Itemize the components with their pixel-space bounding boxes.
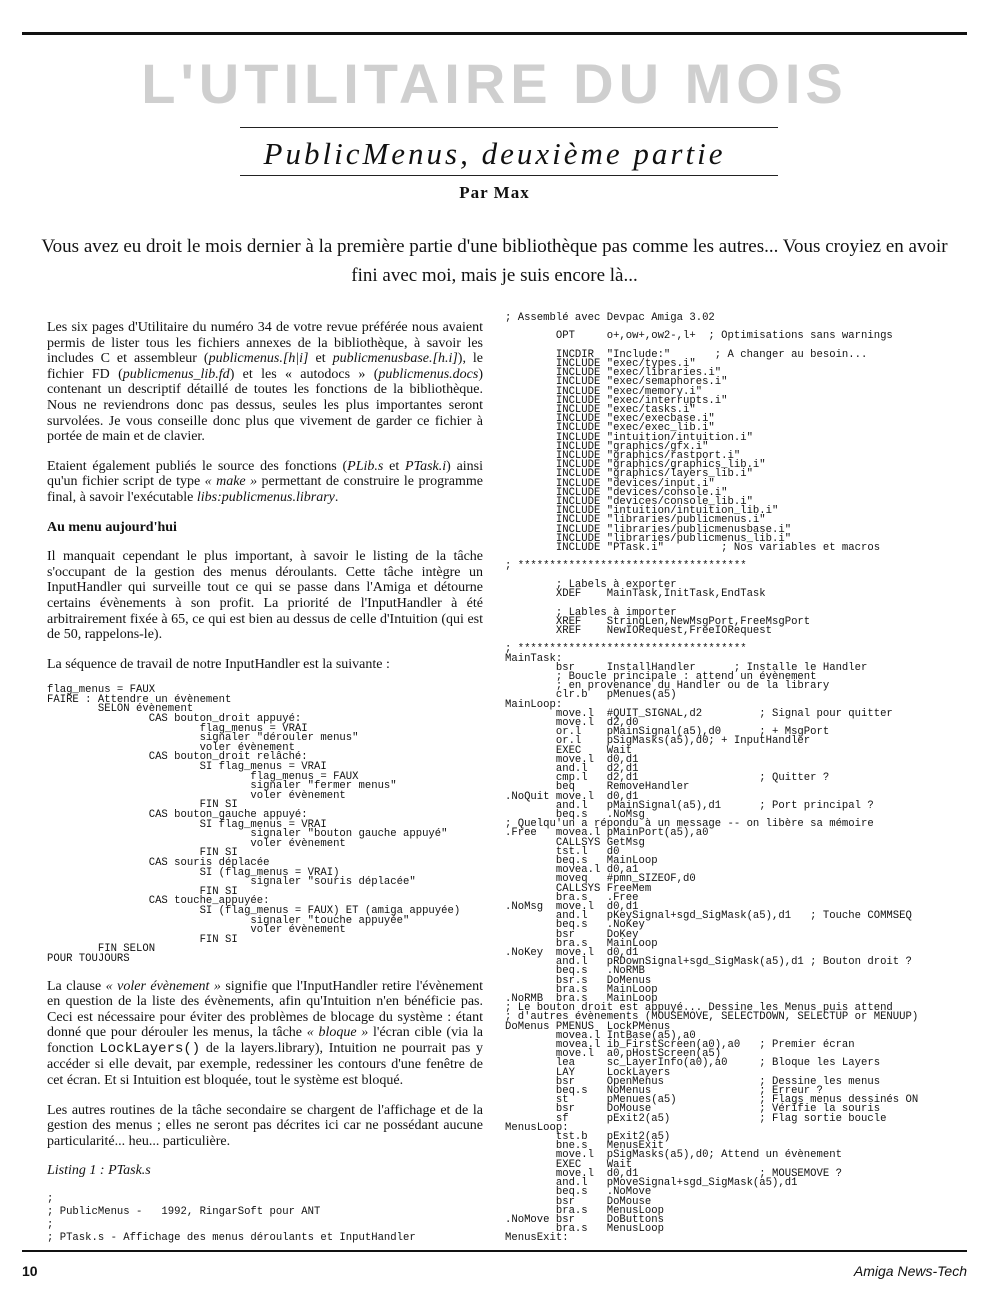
article-author: Par Max xyxy=(459,183,530,202)
paragraph-inputhandler: Il manquait cependant le plus important, à savoir le listing de la tâche s'occupant de la gestion des menus déroulants. Cette tâche intègre un InputHandler qui surveille tout ce qui se passe dans l'Amiga et détourne certains évènements à son profit. La priorité de l'InputHandler à été arbitrairement fixée à 65, ce qui est bien au dessus de celle d'Intuition (qui est de 50, rappelons-le). xyxy=(47,549,483,643)
section-heading: Au menu aujourd'hui xyxy=(47,519,177,535)
article-subtitle: PublicMenus, deuxième partie xyxy=(263,136,726,171)
article-lead: Vous avez eu droit le mois dernier à la première partie d'une bibliothèque pas comme les autres... Vous croyiez en avoir fini avec moi, mais je suis encore là... xyxy=(41,236,948,286)
top-rule xyxy=(22,32,967,35)
magazine-name: Amiga News-Tech xyxy=(853,1263,967,1279)
paragraph-sources: Etaient également publiés le source des fonctions (PLib.s et PTask.i) ainsi qu'un fichier script de type « make » permettant de construire le programme final, à savoir l'exécutable libs:publicmenus.library. xyxy=(47,458,484,505)
paragraph-voler: La clause « voler évènement » signifie que l'InputHandler retire l'évènement en question de la liste des évènements, afin qu'Intuition n'en bénéficie pas. Ceci est nécessaire pour éviter des problèmes de blocage du système : étant donné que pour dérouler les menus, la tâche « bloque » l'écran cible (via la fonction LockLayers() de la layers.library), Intuition ne pourrait pas y accéder si elle devait, par exemple, redessiner les contours d'une fenêtre de cet écran. Et si Intuition est bloquée, tout le système est bloqué. xyxy=(47,978,484,1089)
assembly-listing: ; Assemblé avec Devpac Amiga 3.02 OPT o+,ow+,ow2-,l+ ; Optimisations sans warnings INCDIR "Include:" ; A changer au besoin... INCLUDE "exec/types.i" INCLUDE "exec/libraries.i" INCLUDE "exec/semaphores.i" INCLUDE "exec/memory.i" INCLUDE "exec/interrupts.i" INCLUDE "exec/tasks.i" INCLUDE "exec/execbase.i" INCLUDE "exec/exec_lib.i" INCLUDE "intuition/intuition.i" INCLUDE "graphics/gfx.i" INCLUDE "graphics/rastport.i" INCLUDE "graphics/graphics_lib.i" INCLUDE "graphics/layers_lib.i" INCLUDE "devices/input.i" INCLUDE "devices/console.i" INCLUDE "devices/console_lib.i" INCLUDE "intuition/intuition_lib.i" INCLUDE "libraries/publicmenus.i" INCLUDE "libraries/publicmenusbase.i" INCLUDE "libraries/publicmenus_lib.i" INCLUDE "PTask.i" ; Nos variables et macros ; ************************************ ; Labels à exporter XDEF MainTask,InitTask,EndTask ; Lables à importer XREF StringLen,NewMsgPort,FreeMsgPort XREF NewIORequest,FreeIORequest ; ************************************ MainTask: bsr InstallHandler ; Installe le Handler ; Boucle principale : attend un évènement ; en provenance du Handler ou de la library clr.b pMenues(a5) MainLoop: move.l #QUIT_SIGNAL,d2 ; Signal pour quitter move.l d2,d0 or.l pMainSignal(a5),d0 ; + MsgPort or.l pSigMasks(a5),d0; + InputHandler EXEC Wait move.l d0,d1 and.l d2,d1 cmp.l d2,d1 ; Quitter ? beq RemoveHandler .NoQuit move.l d0,d1 and.l pMainSignal(a5),d1 ; Port principal ? beq.s .NoMsg ; Quelqu'un a répondu à un message -- on libère sa mémoire .Free movea.l pMainPort(a5),a0 CALLSYS GetMsg tst.l d0 beq.s MainLoop movea.l d0,a1 moveq #pmn_SIZEOF,d0 CALLSYS FreeMem bra.s .Free .NoMsg move.l d0,d1 and.l pKeySignal+sgd_SigMask(a5),d1 ; Touche COMMSEQ beq.s .NoKey bsr DoKey bra.s MainLoop .NoKey move.l d0,d1 and.l pRDownSignal+sgd_SigMask(a5),d1 ; Bouton droit ? beq.s .NoRMB bsr.s DoMenus bra.s MainLoop .NoRMB bra.s MainLoop ; Le bouton droit est appuyé... Dessine les Menus puis attend ; d'autres évènements (MOUSEMOVE, SELECTDOWN, SELECTUP or MENUUP) DoMenus PMENUS LockPMenus movea.l IntBase(a5),a0 movea.l ib_FirstScreen(a0),a0 ; Premier écran move.l a0,pHostScreen(a5) lea sc_LayerInfo(a0),a0 ; Bloque les Layers LAY LockLayers bsr OpenMenus ; Dessine les menus beq.s NoMenus ; Erreur ? st pMenues(a5) ; Flags menus dessinés ON bsr DoMouse ; Vérifie la souris sf pExit2(a5) ; Flag sortie boucle MenusLoop: tst.b pExit2(a5) bne.s MenusExit move.l pSigMasks(a5),d0; Attend un évènement EXEC Wait move.l d0,d1 ; MOUSEMOVE ? and.l pMoveSignal+sgd_SigMask(a5),d1 beq.s .NoMove bsr DoMouse bra.s MenusLoop .NoMove bsr DoButtons bra.s MenusLoop MenusExit: xyxy=(505,312,919,1245)
paragraph-intro: Les six pages d'Utilitaire du numéro 34 de votre revue préférée nous avaient permis de lister tous les fichiers annexes de la bibliothèque, à savoir les includes C et assembleur (publicmenus.[h|i] et publicmenusbase.[h.i]), le fichier FD (publicmenus_lib.fd) et les « autodocs » (publicmenus.docs) contenant un descriptif détaillé de toutes les fonctions de la bibliothèque. Nous ne reviendrons donc pas dessus, seules les plus importantes seront survolées. Je vous conseille donc plus que vivement de garder ce fichier à portée de main et de clavier. xyxy=(47,320,484,445)
paragraph-sequence-intro: La séquence de travail de notre InputHandler est la suivante : xyxy=(47,656,390,672)
page-number: 10 xyxy=(22,1263,38,1279)
code-listing-right-column xyxy=(505,314,955,1244)
article-body-left-column xyxy=(47,320,483,1245)
section-title: L'UTILITAIRE DU MOIS xyxy=(141,52,848,115)
paragraph-other-routines: Les autres routines de la tâche secondaire se chargent de l'affichage et de la gestion des menus ; elles ne seront pas décrites ici car ne possédant aucune particularité... heu... particulière. xyxy=(47,1102,483,1149)
listing-header-code: ; ; PublicMenus - 1992, RingarSoft pour ANT ; ; PTask.s - Affichage des menus déroulants et InputHandler xyxy=(47,1193,416,1245)
subtitle-rule-bottom xyxy=(240,175,778,176)
listing-label: Listing 1 : PTask.s xyxy=(47,1163,151,1179)
footer-rule xyxy=(22,1250,967,1252)
subtitle-rule-top xyxy=(240,127,778,128)
pseudocode-block: flag_menus = FAUX FAIRE : Attendre un évènement SELON évènement CAS bouton_droit appuyé: flag_menus = VRAI signaler "dérouler menus" voler évènement CAS bouton_droit relâché: SI flag_menus = VRAI flag_menus = FAUX signaler "fermer menus" voler évènement FIN SI CAS bouton_gauche appuyé: SI flag_menus = VRAI signaler "bouton gauche appuyé" voler évènement FIN SI CAS souris déplacée SI (flag_menus = VRAI) signaler "souris déplacée" FIN SI CAS touche_appuyée: SI (flag_menus = FAUX) ET (amiga appuyée) signaler "touche appuyée" voler évènement FIN SI FIN SELON POUR TOUJOURS xyxy=(47,684,461,965)
